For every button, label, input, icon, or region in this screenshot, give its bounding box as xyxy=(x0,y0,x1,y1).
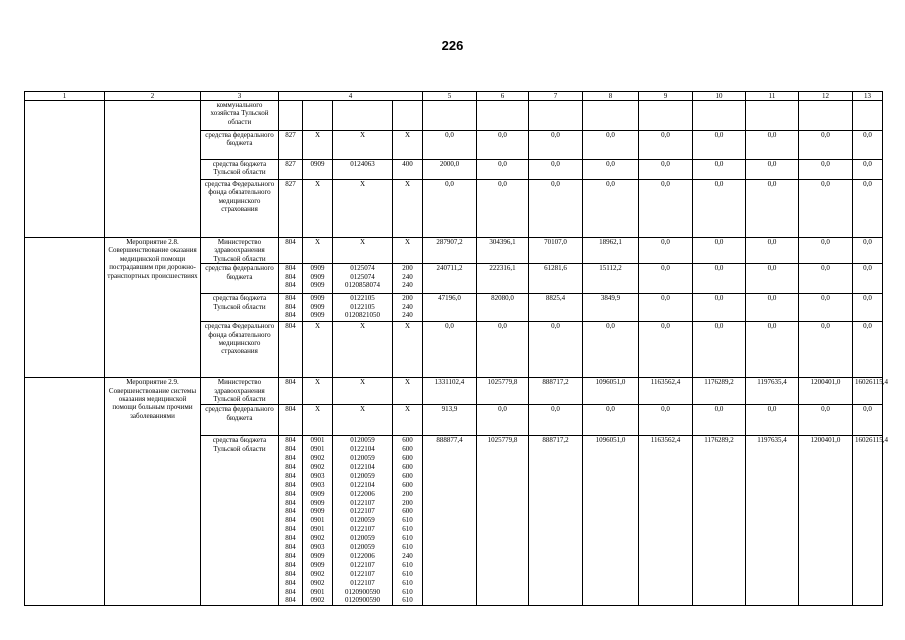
value-cell: 0,0 xyxy=(639,322,693,378)
value-cell xyxy=(799,101,853,131)
value-cell: 0,0 xyxy=(853,405,883,436)
value-cell: 287907,2 xyxy=(423,238,477,264)
rz-cell: 0909 0909 0909 xyxy=(303,294,333,322)
value-cell: 1163562,4 xyxy=(639,378,693,405)
rz-cell: X xyxy=(303,180,333,238)
vr-cell: X xyxy=(393,238,423,264)
funding-source-cell: Министерство здравоохранения Тульской области xyxy=(201,238,279,264)
column-number: 7 xyxy=(529,92,583,101)
value-cell: 0,0 xyxy=(423,131,477,160)
program-number-cell xyxy=(25,378,105,606)
value-cell: 0,0 xyxy=(693,322,746,378)
value-cell: 0,0 xyxy=(639,294,693,322)
grbs-cell: 827 xyxy=(279,131,303,160)
value-cell xyxy=(639,101,693,131)
value-cell: 1176289,2 xyxy=(693,436,746,606)
table-row xyxy=(25,378,883,405)
column-number: 1 xyxy=(25,92,105,101)
rz-cell: 0909 0909 0909 xyxy=(303,264,333,294)
column-number: 2 xyxy=(105,92,201,101)
rz-cell: X xyxy=(303,322,333,378)
program-number-cell xyxy=(25,101,105,238)
value-cell: 18962,1 xyxy=(583,238,639,264)
funding-source-cell: средства бюджета Тульской области xyxy=(201,294,279,322)
value-cell: 0,0 xyxy=(746,160,799,180)
funding-source-cell: средства бюджета Тульской области xyxy=(201,160,279,180)
value-cell: 1200401,0 xyxy=(799,436,853,606)
value-cell: 61281,6 xyxy=(529,264,583,294)
column-number: 11 xyxy=(746,92,799,101)
value-cell: 0,0 xyxy=(639,405,693,436)
budget-table xyxy=(24,91,888,606)
value-cell: 0,0 xyxy=(477,131,529,160)
funding-source-cell: средства Федерального фонда обязательного медицинского страхования xyxy=(201,180,279,238)
value-cell: 888877,4 xyxy=(423,436,477,606)
column-number: 3 xyxy=(201,92,279,101)
value-cell: 1197635,4 xyxy=(746,378,799,405)
table-row xyxy=(25,238,883,264)
csr-cell: 0120059 0122104 0120059 0122104 0120059 0122104 0122006 0122107 0122107 0120059 0122107 0120059 0120059 0122006 0122107 0122107 0122107 0120900590 0120900590 xyxy=(333,436,393,606)
column-number: 6 xyxy=(477,92,529,101)
value-cell xyxy=(853,101,883,131)
value-cell: 0,0 xyxy=(799,405,853,436)
value-cell: 0,0 xyxy=(477,160,529,180)
value-cell: 0,0 xyxy=(799,264,853,294)
value-cell: 0,0 xyxy=(639,238,693,264)
table-row xyxy=(25,101,883,131)
value-cell: 0,0 xyxy=(746,294,799,322)
value-cell: 15112,2 xyxy=(583,264,639,294)
value-cell: 2000,0 xyxy=(423,160,477,180)
value-cell: 0,0 xyxy=(853,131,883,160)
value-cell: 16026115,4 xyxy=(853,378,883,405)
value-cell: 0,0 xyxy=(693,264,746,294)
value-cell: 0,0 xyxy=(423,322,477,378)
value-cell xyxy=(583,101,639,131)
funding-source-cell: средства федерального бюджета xyxy=(201,131,279,160)
rz-cell: X xyxy=(303,405,333,436)
csr-cell: X xyxy=(333,322,393,378)
value-cell: 0,0 xyxy=(853,294,883,322)
value-cell: 0,0 xyxy=(693,405,746,436)
value-cell: 0,0 xyxy=(477,322,529,378)
grbs-cell: 804 xyxy=(279,322,303,378)
column-number: 8 xyxy=(583,92,639,101)
value-cell: 913,9 xyxy=(423,405,477,436)
value-cell: 0,0 xyxy=(583,322,639,378)
vr-cell: X xyxy=(393,322,423,378)
funding-source-cell: коммунального хозяйства Тульской области xyxy=(201,101,279,131)
rz-cell: 0901 0901 0902 0902 0903 0903 0909 0909 0909 0901 0901 0902 0903 0909 0909 0902 0902 0901 0902 xyxy=(303,436,333,606)
value-cell: 0,0 xyxy=(529,131,583,160)
grbs-cell: 804 804 804 xyxy=(279,294,303,322)
value-cell: 70107,0 xyxy=(529,238,583,264)
rz-cell: X xyxy=(303,131,333,160)
value-cell: 0,0 xyxy=(639,131,693,160)
measure-name-cell xyxy=(105,101,201,238)
value-cell xyxy=(477,101,529,131)
value-cell: 0,0 xyxy=(477,405,529,436)
value-cell: 0,0 xyxy=(799,294,853,322)
grbs-cell xyxy=(279,101,303,131)
value-cell: 0,0 xyxy=(529,405,583,436)
value-cell: 1331102,4 xyxy=(423,378,477,405)
value-cell: 16026115,4 xyxy=(853,436,883,606)
value-cell: 1200401,0 xyxy=(799,378,853,405)
grbs-cell: 827 xyxy=(279,180,303,238)
funding-source-cell: Министерство здравоохранения Тульской области xyxy=(201,378,279,405)
vr-cell: X xyxy=(393,131,423,160)
column-number: 13 xyxy=(853,92,883,101)
grbs-cell: 804 804 804 xyxy=(279,264,303,294)
value-cell: 0,0 xyxy=(529,160,583,180)
value-cell: 0,0 xyxy=(746,405,799,436)
value-cell: 0,0 xyxy=(853,160,883,180)
value-cell: 0,0 xyxy=(799,322,853,378)
grbs-cell: 827 xyxy=(279,160,303,180)
csr-cell xyxy=(333,101,393,131)
value-cell: 1025779,8 xyxy=(477,436,529,606)
vr-cell: 200 240 240 xyxy=(393,294,423,322)
program-number-cell xyxy=(25,238,105,378)
value-cell: 0,0 xyxy=(639,160,693,180)
grbs-cell: 804 xyxy=(279,238,303,264)
value-cell: 0,0 xyxy=(799,180,853,238)
value-cell: 0,0 xyxy=(799,238,853,264)
csr-cell: X xyxy=(333,378,393,405)
value-cell: 0,0 xyxy=(639,180,693,238)
value-cell: 0,0 xyxy=(583,160,639,180)
grbs-cell: 804 xyxy=(279,405,303,436)
value-cell: 304396,1 xyxy=(477,238,529,264)
value-cell: 0,0 xyxy=(693,160,746,180)
csr-cell: 0124063 xyxy=(333,160,393,180)
value-cell: 0,0 xyxy=(853,180,883,238)
grbs-cell: 804 804 804 804 804 804 804 804 804 804 804 804 804 804 804 804 804 804 804 xyxy=(279,436,303,606)
value-cell: 0,0 xyxy=(746,131,799,160)
value-cell: 1197635,4 xyxy=(746,436,799,606)
vr-cell: 400 xyxy=(393,160,423,180)
value-cell: 0,0 xyxy=(799,160,853,180)
value-cell: 0,0 xyxy=(423,180,477,238)
column-number-row xyxy=(25,92,883,101)
column-number: 5 xyxy=(423,92,477,101)
value-cell: 0,0 xyxy=(853,238,883,264)
value-cell: 0,0 xyxy=(746,238,799,264)
value-cell: 3849,9 xyxy=(583,294,639,322)
rz-cell: 0909 xyxy=(303,160,333,180)
value-cell: 47196,0 xyxy=(423,294,477,322)
value-cell xyxy=(693,101,746,131)
rz-cell xyxy=(303,101,333,131)
value-cell: 0,0 xyxy=(639,264,693,294)
column-number: 10 xyxy=(693,92,746,101)
value-cell: 0,0 xyxy=(477,180,529,238)
vr-cell: X xyxy=(393,405,423,436)
value-cell: 0,0 xyxy=(529,322,583,378)
value-cell: 888717,2 xyxy=(529,436,583,606)
csr-cell: 0122105 0122105 0120821050 xyxy=(333,294,393,322)
value-cell: 82080,0 xyxy=(477,294,529,322)
column-number: 4 xyxy=(279,92,423,101)
value-cell: 0,0 xyxy=(693,294,746,322)
value-cell: 240711,2 xyxy=(423,264,477,294)
value-cell: 0,0 xyxy=(693,238,746,264)
rz-cell: X xyxy=(303,238,333,264)
value-cell: 0,0 xyxy=(583,131,639,160)
funding-source-cell: средства федерального бюджета xyxy=(201,405,279,436)
value-cell: 1025779,8 xyxy=(477,378,529,405)
rz-cell: X xyxy=(303,378,333,405)
measure-name-cell: Мероприятие 2.9. Совершенствование системы оказания медицинской помощи больным прочими заболеваниями xyxy=(105,378,201,606)
value-cell: 0,0 xyxy=(529,180,583,238)
vr-cell: 200 240 240 xyxy=(393,264,423,294)
funding-source-cell: средства федерального бюджета xyxy=(201,264,279,294)
value-cell: 1176289,2 xyxy=(693,378,746,405)
value-cell: 888717,2 xyxy=(529,378,583,405)
vr-cell xyxy=(393,101,423,131)
funding-source-cell: средства Федерального фонда обязательного медицинского страхования xyxy=(201,322,279,378)
grbs-cell: 804 xyxy=(279,378,303,405)
value-cell: 0,0 xyxy=(583,180,639,238)
value-cell: 0,0 xyxy=(583,405,639,436)
measure-name-cell: Мероприятие 2.8. Совершенствование оказания медицинской помощи пострадавшим при дорожно-транспортных происшествиях xyxy=(105,238,201,378)
value-cell: 0,0 xyxy=(693,131,746,160)
vr-cell: 600 600 600 600 600 600 200 200 600 610 610 610 610 240 610 610 610 610 610 xyxy=(393,436,423,606)
vr-cell: X xyxy=(393,180,423,238)
csr-cell: X xyxy=(333,405,393,436)
value-cell: 1096051,0 xyxy=(583,378,639,405)
value-cell: 0,0 xyxy=(693,180,746,238)
value-cell: 0,0 xyxy=(853,322,883,378)
value-cell: 1163562,4 xyxy=(639,436,693,606)
value-cell: 0,0 xyxy=(853,264,883,294)
value-cell: 0,0 xyxy=(746,264,799,294)
value-cell: 222316,1 xyxy=(477,264,529,294)
value-cell: 1096051,0 xyxy=(583,436,639,606)
value-cell: 8825,4 xyxy=(529,294,583,322)
csr-cell: X xyxy=(333,131,393,160)
value-cell xyxy=(423,101,477,131)
value-cell xyxy=(746,101,799,131)
column-number: 12 xyxy=(799,92,853,101)
vr-cell: X xyxy=(393,378,423,405)
value-cell xyxy=(529,101,583,131)
value-cell: 0,0 xyxy=(799,131,853,160)
column-number: 9 xyxy=(639,92,693,101)
value-cell: 0,0 xyxy=(746,180,799,238)
funding-source-cell: средства бюджета Тульской области xyxy=(201,436,279,606)
csr-cell: X xyxy=(333,238,393,264)
value-cell: 0,0 xyxy=(746,322,799,378)
csr-cell: X xyxy=(333,180,393,238)
csr-cell: 0125074 0125074 0120858074 xyxy=(333,264,393,294)
page-number: 226 xyxy=(441,38,464,53)
